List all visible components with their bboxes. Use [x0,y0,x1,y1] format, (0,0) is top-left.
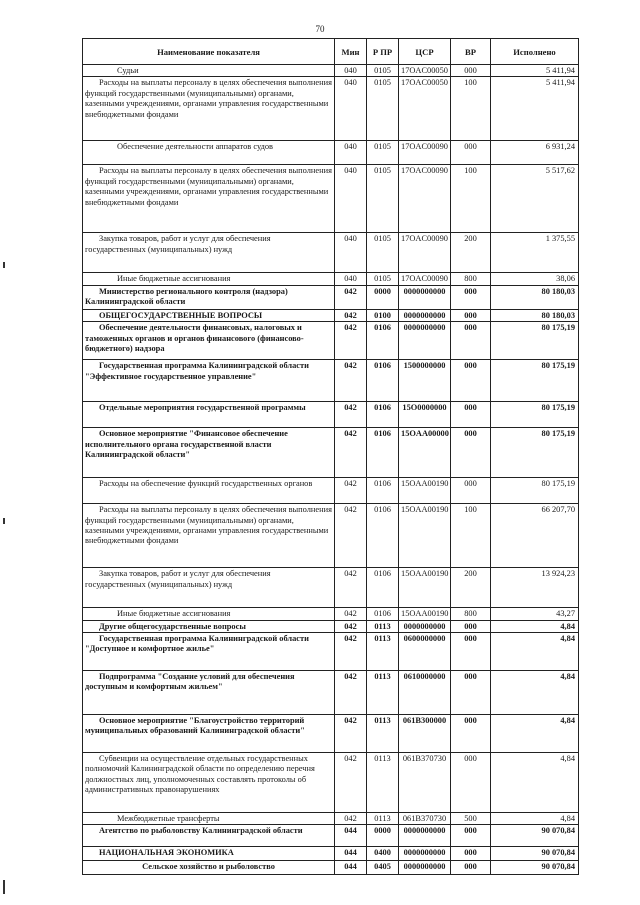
table-row [83,77,579,141]
cell-rpr: 0113 [367,633,399,671]
cell-vr: 000 [451,322,491,360]
cell-done: 90 070,84 [491,847,579,861]
cell-min: 040 [335,233,367,273]
table-row [83,753,579,813]
cell-min: 042 [335,285,367,309]
cell-min: 042 [335,402,367,428]
cell-vr: 000 [451,478,491,504]
table-row [83,285,579,309]
cell-done: 4,84 [491,671,579,715]
header-rpr: Р ПР [367,39,399,65]
margin-mark [3,880,5,894]
cell-done: 4,84 [491,813,579,825]
table-row [83,847,579,861]
cell-csr: 15OAA00190 [399,478,451,504]
cell-vr: 000 [451,847,491,861]
cell-name: НАЦИОНАЛЬНАЯ ЭКОНОМИКА [83,847,335,861]
cell-done: 80 175,19 [491,428,579,478]
cell-min: 044 [335,825,367,847]
cell-vr: 000 [451,309,491,321]
table-row [83,233,579,273]
page-number: 70 [315,24,325,34]
table-row [83,504,579,568]
cell-vr: 000 [451,620,491,632]
table-row [83,360,579,402]
cell-csr: 0610000000 [399,671,451,715]
cell-rpr: 0106 [367,428,399,478]
cell-rpr: 0405 [367,861,399,875]
cell-csr: 17OAC00090 [399,233,451,273]
cell-rpr: 0105 [367,141,399,165]
cell-vr: 000 [451,65,491,77]
cell-done: 4,84 [491,753,579,813]
table-row [83,141,579,165]
cell-csr: 1500000000 [399,360,451,402]
cell-rpr: 0400 [367,847,399,861]
cell-min: 042 [335,753,367,813]
header-csr: ЦСР [399,39,451,65]
cell-vr: 000 [451,285,491,309]
cell-vr: 000 [451,402,491,428]
cell-csr: 17OAC00090 [399,165,451,233]
cell-vr: 500 [451,813,491,825]
cell-rpr: 0105 [367,77,399,141]
cell-name: Обеспечение деятельности финансовых, налоговых и таможенных органов и органов финансового (финансово-бюджетного) надзора [83,322,335,360]
cell-rpr: 0106 [367,478,399,504]
cell-csr: 061B370730 [399,813,451,825]
cell-done: 5 411,94 [491,77,579,141]
cell-vr: 000 [451,633,491,671]
cell-min: 042 [335,813,367,825]
margin-mark [3,518,5,524]
cell-rpr: 0105 [367,65,399,77]
cell-vr: 100 [451,77,491,141]
cell-vr: 000 [451,715,491,753]
cell-rpr: 0106 [367,568,399,608]
cell-csr: 17OAC00050 [399,77,451,141]
cell-vr: 000 [451,825,491,847]
cell-min: 042 [335,671,367,715]
cell-name: Иные бюджетные ассигнования [83,608,335,620]
cell-vr: 100 [451,504,491,568]
cell-csr: 0000000000 [399,309,451,321]
cell-rpr: 0106 [367,360,399,402]
table-row [83,402,579,428]
table-row [83,861,579,875]
cell-min: 042 [335,620,367,632]
cell-vr: 200 [451,233,491,273]
cell-rpr: 0106 [367,402,399,428]
cell-name: Судьи [83,65,335,77]
cell-done: 1 375,55 [491,233,579,273]
cell-vr: 000 [451,428,491,478]
table-row [83,608,579,620]
cell-csr: 0600000000 [399,633,451,671]
cell-csr: 061B370730 [399,753,451,813]
cell-min: 044 [335,861,367,875]
cell-csr: 0000000000 [399,825,451,847]
cell-csr: 15O0000000 [399,402,451,428]
cell-done: 80 175,19 [491,402,579,428]
cell-csr: 0000000000 [399,322,451,360]
cell-name: Закупка товаров, работ и услуг для обеспечения государственных (муниципальных) нужд [83,233,335,273]
table-row [83,478,579,504]
cell-csr: 0000000000 [399,285,451,309]
cell-done: 6 931,24 [491,141,579,165]
table-row [83,165,579,233]
cell-csr: 17OAC00050 [399,65,451,77]
table-row [83,65,579,77]
cell-done: 90 070,84 [491,825,579,847]
cell-min: 042 [335,504,367,568]
cell-done: 4,84 [491,715,579,753]
cell-done: 66 207,70 [491,504,579,568]
cell-min: 042 [335,478,367,504]
cell-min: 040 [335,165,367,233]
cell-done: 13 924,23 [491,568,579,608]
cell-vr: 000 [451,753,491,813]
cell-rpr: 0000 [367,825,399,847]
cell-min: 042 [335,309,367,321]
cell-name: Другие общегосударственные вопросы [83,620,335,632]
cell-done: 80 180,03 [491,309,579,321]
cell-done: 80 180,03 [491,285,579,309]
header-done: Исполнено [491,39,579,65]
table-row [83,633,579,671]
cell-name: Расходы на обеспечение функций государственных органов [83,478,335,504]
table-row [83,825,579,847]
cell-vr: 800 [451,273,491,285]
cell-min: 042 [335,608,367,620]
cell-csr: 0000000000 [399,847,451,861]
cell-name: Иные бюджетные ассигнования [83,273,335,285]
cell-name: Подпрограмма "Создание условий для обеспечения доступным и комфортным жильем" [83,671,335,715]
cell-min: 042 [335,360,367,402]
cell-name: Государственная программа Калининградской области "Доступное и комфортное жилье" [83,633,335,671]
cell-vr: 200 [451,568,491,608]
cell-rpr: 0000 [367,285,399,309]
cell-name: Закупка товаров, работ и услуг для обеспечения государственных (муниципальных) нужд [83,568,335,608]
table-header-row [83,39,579,65]
table-row [83,671,579,715]
cell-name: Сельское хозяйство и рыболовство [83,861,335,875]
cell-name: Отдельные мероприятия государственной программы [83,402,335,428]
cell-name: Обеспечение деятельности аппаратов судов [83,141,335,165]
cell-min: 040 [335,77,367,141]
cell-name: Основное мероприятие "Финансовое обеспечение исполнительного органа государственной власти Калининградской области" [83,428,335,478]
cell-csr: 15OAA00190 [399,568,451,608]
cell-min: 042 [335,322,367,360]
cell-csr: 0000000000 [399,620,451,632]
cell-rpr: 0106 [367,504,399,568]
cell-done: 80 175,19 [491,478,579,504]
cell-vr: 000 [451,671,491,715]
cell-min: 044 [335,847,367,861]
cell-name: Расходы на выплаты персоналу в целях обеспечения выполнения функций государственными (муниципальными) органами, казенными учреждениями, органами управления государственными внебюджетными фондами [83,77,335,141]
cell-name: Государственная программа Калининградской области "Эффективное государственное управление" [83,360,335,402]
cell-rpr: 0113 [367,813,399,825]
cell-csr: 17OAC00090 [399,141,451,165]
cell-name: ОБЩЕГОСУДАРСТВЕННЫЕ ВОПРОСЫ [83,309,335,321]
table-row [83,428,579,478]
cell-name: Основное мероприятие "Благоустройство территорий муниципальных образований Калининградской области" [83,715,335,753]
cell-done: 80 175,19 [491,322,579,360]
cell-vr: 000 [451,360,491,402]
cell-name: Расходы на выплаты персоналу в целях обеспечения выполнения функций государственными (муниципальными) органами, казенными учреждениями, органами управления государственными внебюджетными фондами [83,504,335,568]
cell-done: 5 517,62 [491,165,579,233]
cell-min: 040 [335,141,367,165]
cell-name: Субвенции на осуществление отдельных государственных полномочий Калининградской области по определению перечня должностных лиц, уполномоченных составлять протоколы об административных правонарушениях [83,753,335,813]
cell-rpr: 0113 [367,753,399,813]
cell-rpr: 0105 [367,233,399,273]
header-name: Наименование показателя [83,39,335,65]
cell-rpr: 0113 [367,671,399,715]
cell-csr: 15OAA00190 [399,608,451,620]
cell-done: 5 411,94 [491,65,579,77]
cell-vr: 000 [451,861,491,875]
cell-rpr: 0106 [367,608,399,620]
cell-rpr: 0113 [367,715,399,753]
table-row [83,715,579,753]
table-row [83,273,579,285]
header-min: Мин [335,39,367,65]
cell-name: Межбюджетные трансферты [83,813,335,825]
cell-min: 042 [335,633,367,671]
cell-name: Расходы на выплаты персоналу в целях обеспечения выполнения функций государственными (муниципальными) органами, казенными учреждениями, органами управления государственными внебюджетными фондами [83,165,335,233]
cell-done: 43,27 [491,608,579,620]
cell-rpr: 0105 [367,165,399,233]
table-row [83,309,579,321]
cell-done: 4,84 [491,620,579,632]
cell-min: 040 [335,273,367,285]
cell-vr: 100 [451,165,491,233]
cell-name: Министерство регионального контроля (надзора) Калининградской области [83,285,335,309]
budget-table [82,38,579,875]
cell-done: 38,06 [491,273,579,285]
cell-name: Агентство по рыболовству Калининградской области [83,825,335,847]
cell-done: 4,84 [491,633,579,671]
cell-min: 040 [335,65,367,77]
cell-csr: 17OAC00090 [399,273,451,285]
cell-csr: 061B300000 [399,715,451,753]
cell-csr: 15OAA00000 [399,428,451,478]
cell-min: 042 [335,428,367,478]
cell-min: 042 [335,568,367,608]
cell-vr: 000 [451,141,491,165]
cell-done: 90 070,84 [491,861,579,875]
cell-csr: 0000000000 [399,861,451,875]
cell-csr: 15OAA00190 [399,504,451,568]
cell-rpr: 0106 [367,322,399,360]
cell-rpr: 0105 [367,273,399,285]
cell-vr: 800 [451,608,491,620]
margin-mark [3,262,5,268]
table-row [83,322,579,360]
cell-rpr: 0113 [367,620,399,632]
table-row [83,813,579,825]
cell-min: 042 [335,715,367,753]
cell-rpr: 0100 [367,309,399,321]
header-vr: ВР [451,39,491,65]
cell-done: 80 175,19 [491,360,579,402]
table-row [83,568,579,608]
table-row [83,620,579,632]
